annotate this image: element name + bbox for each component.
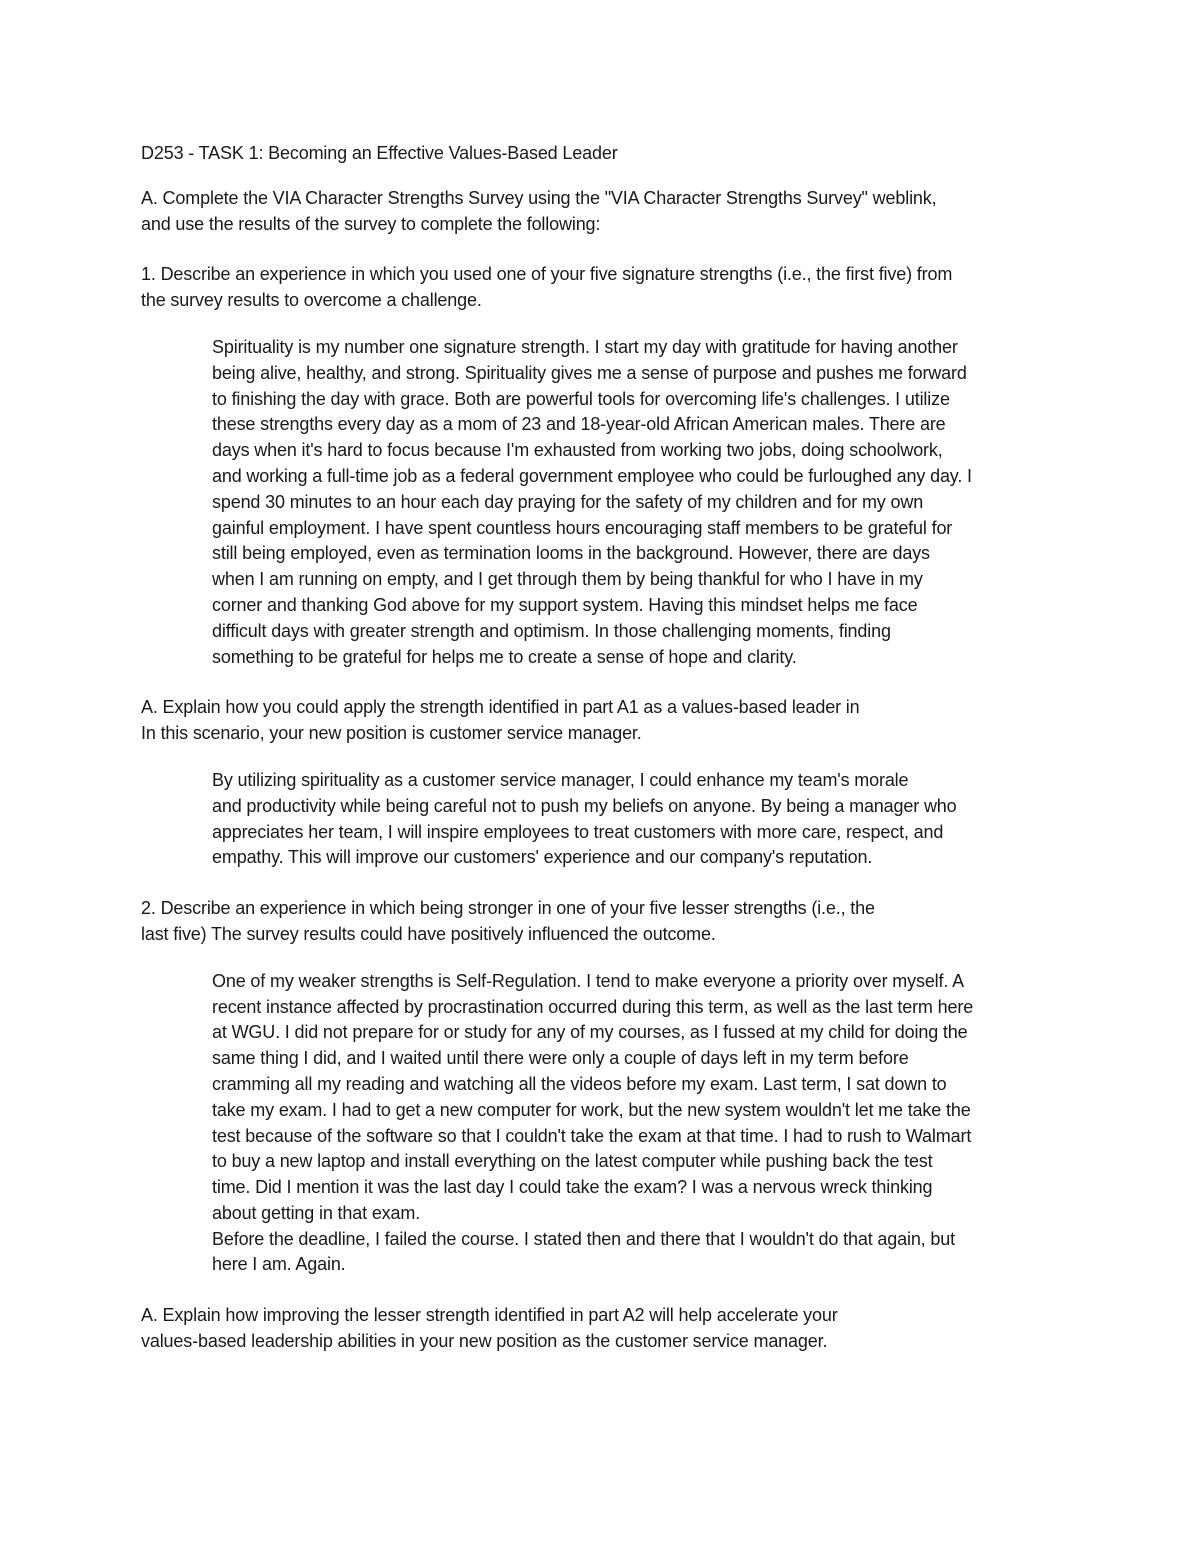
- text-line: A. Explain how improving the lesser strength identified in part A2 will help accelerate your: [141, 1305, 838, 1326]
- text-line: time. Did I mention it was the last day I could take the exam? I was a nervous wreck thinking: [212, 1177, 933, 1198]
- text-line: and use the results of the survey to complete the following:: [141, 213, 601, 234]
- text-line: 2. Describe an experience in which being stronger in one of your five lesser strengths (i.e., the: [141, 898, 875, 919]
- text-line: appreciates her team, I will inspire employees to treat customers with more care, respect, and: [212, 821, 944, 842]
- text-line: the survey results to overcome a challenge.: [141, 290, 482, 311]
- document-title: D253 - TASK 1: Becoming an Effective Values-Based Leader: [141, 143, 618, 163]
- text-line: these strengths every day as a mom of 23 and 18-year-old African American males. There are: [212, 414, 946, 435]
- question-1a: [141, 695, 1071, 747]
- text-line: values-based leadership abilities in your new position as the customer service manager.: [141, 1331, 828, 1352]
- text-line: A. Complete the VIA Character Strengths Survey using the "VIA Character Strengths Survey" weblink,: [141, 187, 937, 208]
- text-line: to buy a new laptop and install everything on the latest computer while pushing back the test: [212, 1151, 933, 1172]
- text-line: Spirituality is my number one signature strength. I start my day with gratitude for having another: [212, 336, 958, 357]
- text-line: take my exam. I had to get a new computer for work, but the new system wouldn't let me take the: [212, 1099, 971, 1120]
- text-line: last five) The survey results could have positively influenced the outcome.: [141, 923, 716, 944]
- question-2a: [141, 1303, 1071, 1355]
- text-line: cramming all my reading and watching all the videos before my exam. Last term, I sat down to: [212, 1073, 947, 1094]
- text-line: being alive, healthy, and strong. Spirituality gives me a sense of purpose and pushes me forward: [212, 362, 967, 383]
- text-line: something to be grateful for helps me to create a sense of hope and clarity.: [212, 646, 797, 667]
- text-line: when I am running on empty, and I get through them by being thankful for who I have in my: [212, 569, 923, 590]
- answer-1a: [212, 768, 1071, 871]
- text-line: and productivity while being careful not to push my beliefs on anyone. By being a manager who: [212, 795, 957, 816]
- text-line: to finishing the day with grace. Both are powerful tools for overcoming life's challenges. I utilize: [212, 388, 950, 409]
- document-body: [141, 141, 1071, 1380]
- text-line: days when it's hard to focus because I'm exhausted from working two jobs, doing schoolwork,: [212, 440, 943, 461]
- question-1: [141, 262, 1071, 314]
- text-line: difficult days with greater strength and optimism. In those challenging moments, finding: [212, 620, 891, 641]
- text-line: and working a full-time job as a federal government employee who could be furloughed any day. I: [212, 465, 972, 486]
- text-line: still being employed, even as termination looms in the background. However, there are days: [212, 543, 930, 564]
- text-line: spend 30 minutes to an hour each day praying for the safety of my children and for my own: [212, 491, 924, 512]
- text-line: Before the deadline, I failed the course. I stated then and there that I wouldn't do that again, but: [212, 1228, 955, 1249]
- text-line: A. Explain how you could apply the strength identified in part A1 as a values-based leader in: [141, 697, 860, 718]
- text-line: gainful employment. I have spent countless hours encouraging staff members to be grateful for: [212, 517, 953, 538]
- text-line: In this scenario, your new position is customer service manager.: [141, 723, 642, 744]
- text-line: 1. Describe an experience in which you used one of your five signature strengths (i.e., the first five) from: [141, 264, 953, 285]
- text-line: test because of the software so that I couldn't take the exam at that time. I had to rush to Walmart: [212, 1125, 972, 1146]
- text-line: here I am. Again.: [212, 1254, 346, 1275]
- answer-1: [212, 335, 1071, 670]
- text-line: at WGU. I did not prepare for or study for any of my courses, as I fussed at my child for doing the: [212, 1022, 968, 1043]
- answer-2: [212, 969, 1071, 1279]
- text-line: same thing I did, and I waited until there were only a couple of days left in my term before: [212, 1048, 909, 1069]
- question-2: [141, 896, 1071, 948]
- text-line: One of my weaker strengths is Self-Regulation. I tend to make everyone a priority over myself. A: [212, 970, 964, 991]
- text-line: recent instance affected by procrastination occurred during this term, as well as the last term here: [212, 996, 974, 1017]
- text-line: By utilizing spirituality as a customer service manager, I could enhance my team's morale: [212, 769, 909, 790]
- text-line: empathy. This will improve our customers' experience and our company's reputation.: [212, 847, 873, 868]
- intro-paragraph: [141, 186, 1071, 238]
- text-line: corner and thanking God above for my support system. Having this mindset helps me face: [212, 594, 918, 615]
- text-line: about getting in that exam.: [212, 1202, 421, 1223]
